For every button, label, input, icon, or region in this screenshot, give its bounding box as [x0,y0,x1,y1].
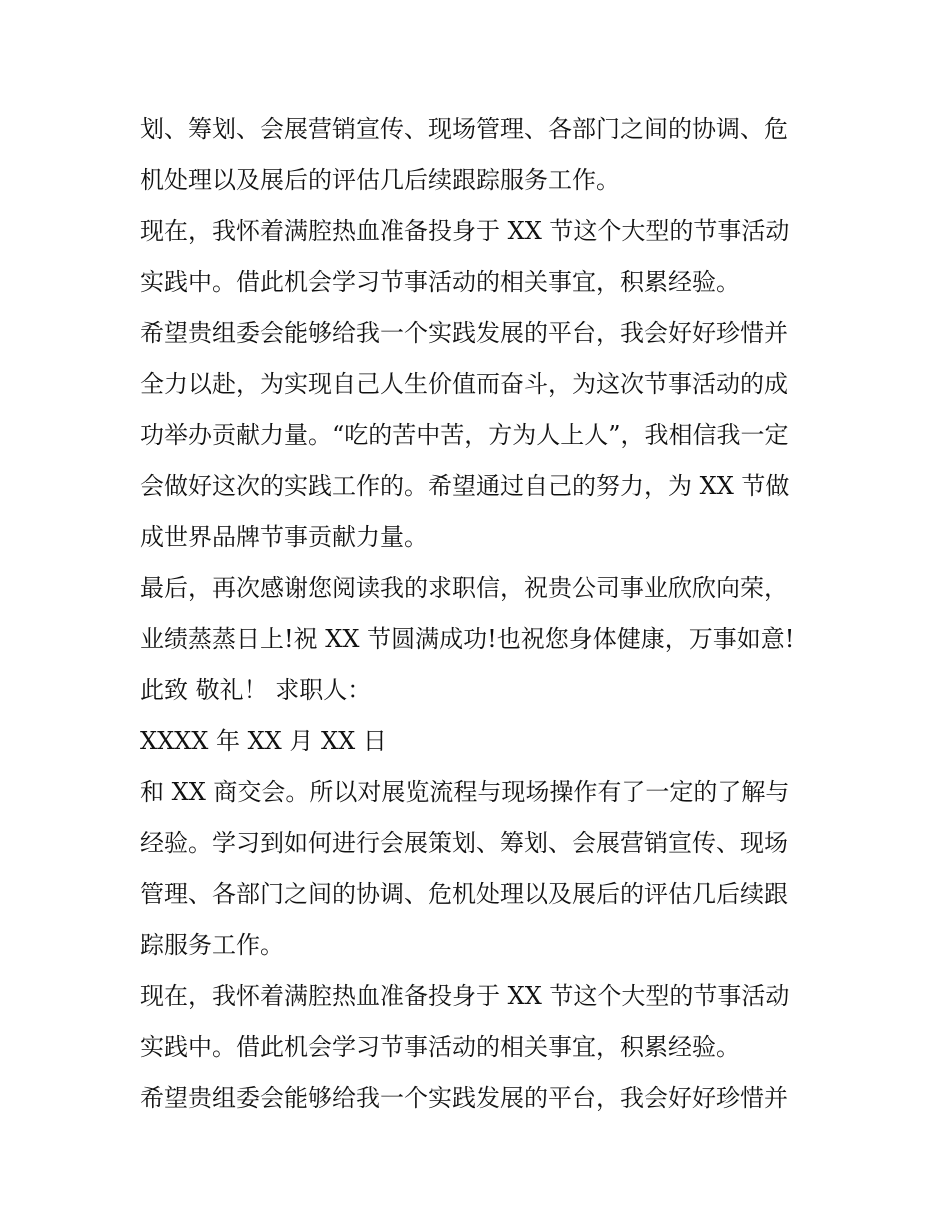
date-line: XXXX 年 XX 月 XX 日 [140,727,387,755]
text-line: 和 XX 商交会。所以对展览流程与现场操作有了一定的了解与 [140,778,790,806]
text-line: 实践中。借此机会学习节事活动的相关事宜，积累经验。 [140,268,740,296]
text-line: 踪服务工作。 [140,931,284,959]
text-line: 希望贵组委会能够给我一个实践发展的平台，我会好好珍惜并 [140,1084,788,1112]
text-line: 业绩蒸蒸日上!祝 XX 节圆满成功!也祝您身体健康，万事如意! [140,625,795,653]
text-line: 会做好这次的实践工作的。希望通过自己的努力，为 XX 节做 [140,472,790,500]
text-line: 功举办贡献力量。“吃的苦中苦，方为人上人”，我相信我一定 [140,421,789,449]
closing-line: 此致 敬礼！ 求职人： [140,676,372,704]
text-line: 最后，再次感谢您阅读我的求职信，祝贵公司事业欣欣向荣， [140,574,788,602]
text-line: 成世界品牌节事贡献力量。 [140,523,428,551]
text-line: 经验。学习到如何进行会展策划、筹划、会展营销宣传、现场 [140,829,788,857]
text-line: 希望贵组委会能够给我一个实践发展的平台，我会好好珍惜并 [140,319,788,347]
text-line: 现在，我怀着满腔热血准备投身于 XX 节这个大型的节事活动 [140,217,790,245]
text-line: 现在，我怀着满腔热血准备投身于 XX 节这个大型的节事活动 [140,982,790,1010]
text-line: 实践中。借此机会学习节事活动的相关事宜，积累经验。 [140,1033,740,1061]
document-body [140,108,820,1128]
text-line: 划、筹划、会展营销宣传、现场管理、各部门之间的协调、危 [140,115,788,143]
text-line: 管理、各部门之间的协调、危机处理以及展后的评估几后续跟 [140,880,788,908]
text-line: 全力以赴，为实现自己人生价值而奋斗，为这次节事活动的成 [140,370,788,398]
text-line: 机处理以及展后的评估几后续跟踪服务工作。 [140,166,620,194]
